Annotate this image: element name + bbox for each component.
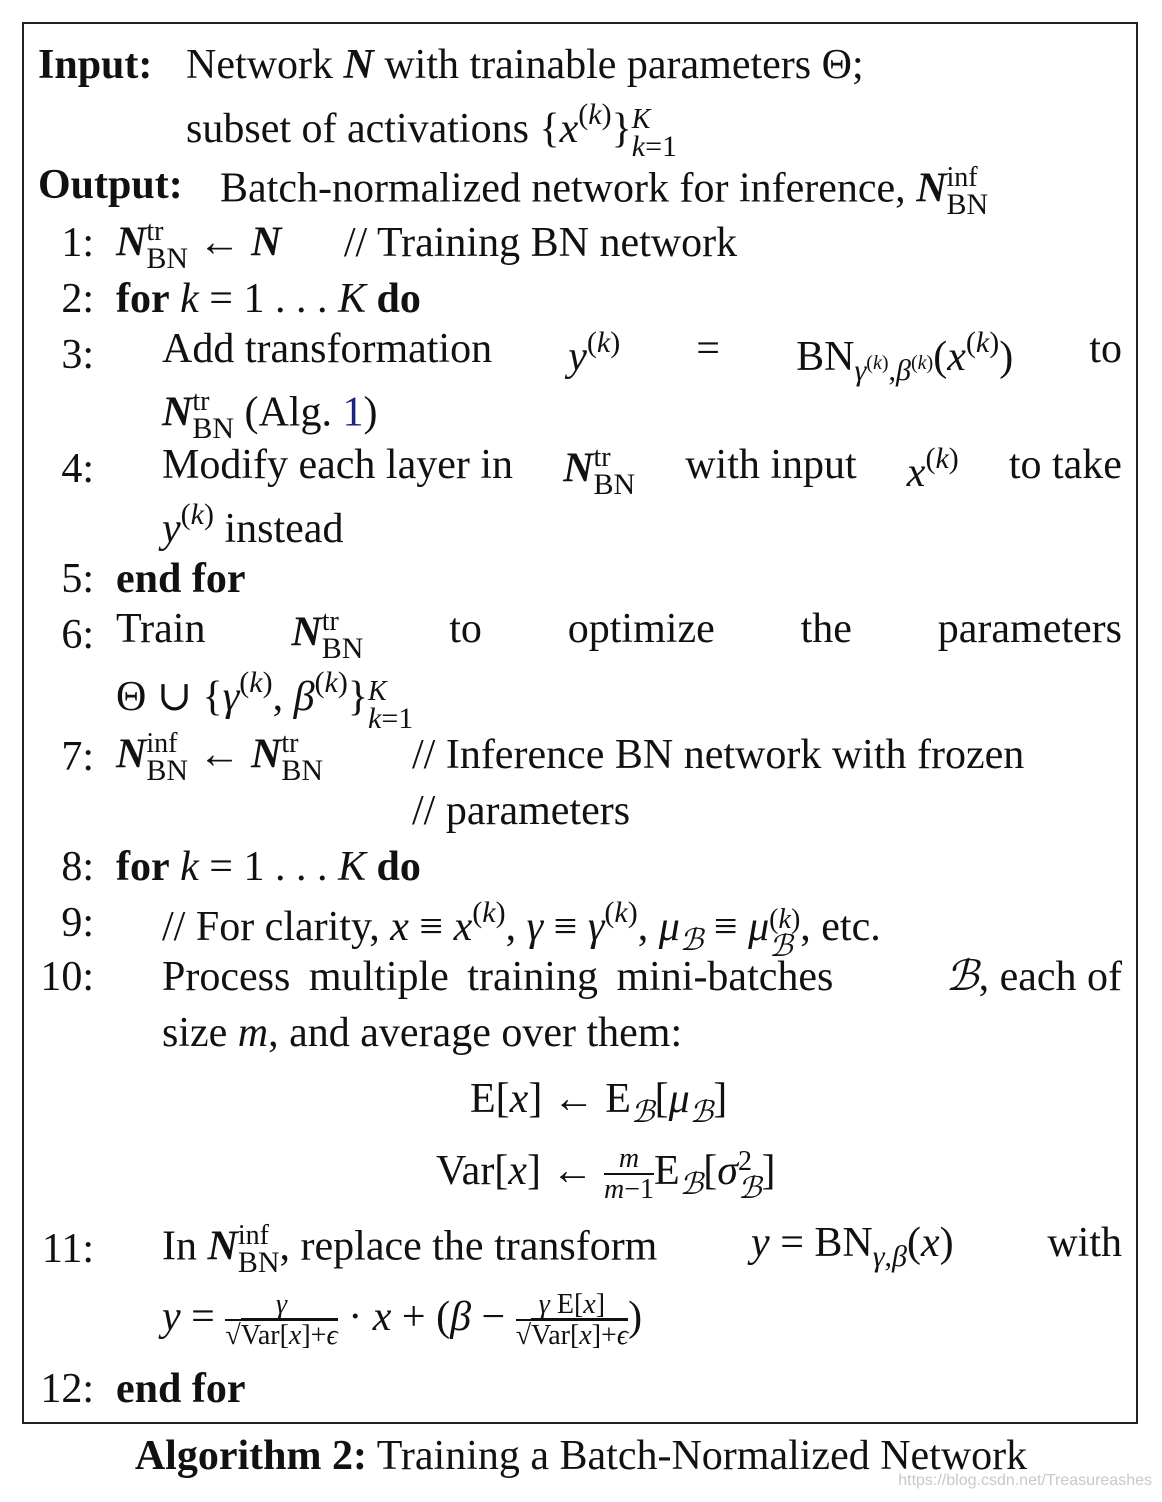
word-size: size <box>162 1010 228 1056</box>
word-each-of: , each of <box>978 954 1122 1000</box>
line-number: 11: <box>41 1226 94 1272</box>
word-batchnorm: Batch-normalized network for inference, <box>220 165 906 212</box>
word-train: Train <box>116 606 206 652</box>
input-text-1: Network N with trainable parameters Θ; <box>186 42 864 88</box>
line-number: 8: <box>61 844 94 890</box>
line-number: 1: <box>61 220 94 266</box>
keyword-do: do <box>376 844 421 890</box>
word-parameters: parameters <box>937 606 1122 652</box>
word-replace: , replace the transform <box>279 1223 658 1270</box>
line-5 <box>116 558 246 600</box>
line-number: 6: <box>61 612 94 658</box>
line-number: 4: <box>61 446 94 492</box>
line-number: 7: <box>61 734 94 780</box>
word-optimize: optimize <box>567 606 715 652</box>
caption-text: Training a Batch-Normalized Network <box>376 1433 1028 1479</box>
word-to: to <box>449 606 482 652</box>
line-number: 2: <box>61 276 94 322</box>
keyword-do: do <box>376 276 421 322</box>
equation-mean: E[x] ← $E_ℬ[\mu_ℬ]$ <box>470 1076 728 1129</box>
word-network: Network <box>186 42 333 88</box>
line-10: Process multiple training mini-batches ℬ, each of <box>162 954 1122 1000</box>
word-the: the <box>800 606 852 652</box>
output-label: Output: <box>38 162 183 208</box>
line-7: N inf BN ← N tr BN <box>116 728 324 787</box>
line-4-cont: $y^{(k)}$ instead <box>162 498 344 552</box>
word-subset: subset of activations <box>186 106 529 152</box>
line-3-cont: N tr BN (Alg. 1) <box>162 386 378 445</box>
word-average: , and average over them: <box>268 1010 683 1056</box>
comment-inference: // Inference BN network with frozen <box>412 732 1025 778</box>
keyword-end-for: end for <box>116 556 246 602</box>
line-number: 9: <box>61 900 94 946</box>
input-line <box>38 44 152 86</box>
output-text: Batch-normalized network for inference, N inf BN <box>220 162 989 221</box>
line-number: 5: <box>61 556 94 602</box>
equation-var: Var[x] ← $\frac{m}{m-1}$ $E_ℬ[\sigma$ 2 ℬ ] <box>436 1143 776 1206</box>
line-11: In N inf BN , replace the transform $y = BN_{\gamma,\beta}(x)$ with <box>162 1220 1122 1279</box>
word-with: with <box>1047 1220 1122 1266</box>
line-8: for k = 1 . . . K do <box>116 844 421 890</box>
line-2: for k = 1 . . . K do <box>116 276 421 322</box>
word-trainable: with trainable parameters Θ; <box>384 42 864 88</box>
input-label: Input: <box>38 42 153 88</box>
word-etc: , etc. <box>800 904 881 950</box>
line-1: N tr BN ← N // Training BN network <box>116 216 738 275</box>
word-instead: instead <box>224 506 344 552</box>
line-6-cont: Θ ∪ {$\gamma^{(k)}$, $\beta^{(k)}$} K k=1 <box>116 666 414 736</box>
word-add: Add transformation <box>162 326 493 372</box>
comment-parameters: // parameters <box>412 788 631 834</box>
keyword-for: for <box>116 276 170 322</box>
word-alg: (Alg. <box>244 389 333 436</box>
word-process: Process multiple training mini-batches <box>162 954 834 1000</box>
comment-training: // Training BN network <box>343 219 738 266</box>
line-6: Train N tr BN to optimize the parameters <box>116 606 1122 665</box>
alg-ref-link[interactable]: 1 <box>342 389 364 436</box>
line-3: Add transformation $y^{(k)}$ = $BN_{\gamma^{(k)},\beta^{(k)}}(x^{(k)})$ to <box>162 326 1122 387</box>
word-to-take: to take <box>1008 442 1122 488</box>
line-11-cont: y = $\frac{\gamma}{\text{√Var[x]+ϵ}}$ · x + (β − $\frac{\text{γ E[x]}}{\text{√Var[x]+ϵ}}$ ) <box>162 1289 643 1352</box>
word-to: to <box>1089 326 1122 372</box>
line-10-cont: size m, and average over them: <box>162 1010 683 1056</box>
word-for-clarity: // For clarity, <box>162 904 380 950</box>
keyword-end-for: end for <box>116 1366 246 1412</box>
keyword-for: for <box>116 844 170 890</box>
word-with-input: with input <box>685 442 857 488</box>
word-in: In <box>162 1223 197 1270</box>
line-9: // For clarity, $x \equiv x^{(k)}$, $\gamma \equiv \gamma^{(k)}$, $\mu_ℬ \equiv \mu$ (k) ℬ , etc. <box>162 896 881 964</box>
line-number: 10: <box>40 954 94 1000</box>
line-12 <box>116 1368 246 1410</box>
paren-close: ) <box>363 389 378 436</box>
output-line <box>38 164 183 206</box>
input-text-2: subset of activations $\{x^{(k)}\}$ K k=1 <box>186 98 678 164</box>
watermark: https://blog.csdn.net/Treasureashes <box>898 1472 1152 1489</box>
line-number: 12: <box>40 1366 94 1412</box>
line-number: 3: <box>61 332 94 378</box>
caption-label: Algorithm 2: <box>134 1433 367 1479</box>
word-modify: Modify each layer in <box>162 442 514 488</box>
line-4: Modify each layer in N tr BN with input $x^{(k)}$ to take <box>162 442 1122 501</box>
